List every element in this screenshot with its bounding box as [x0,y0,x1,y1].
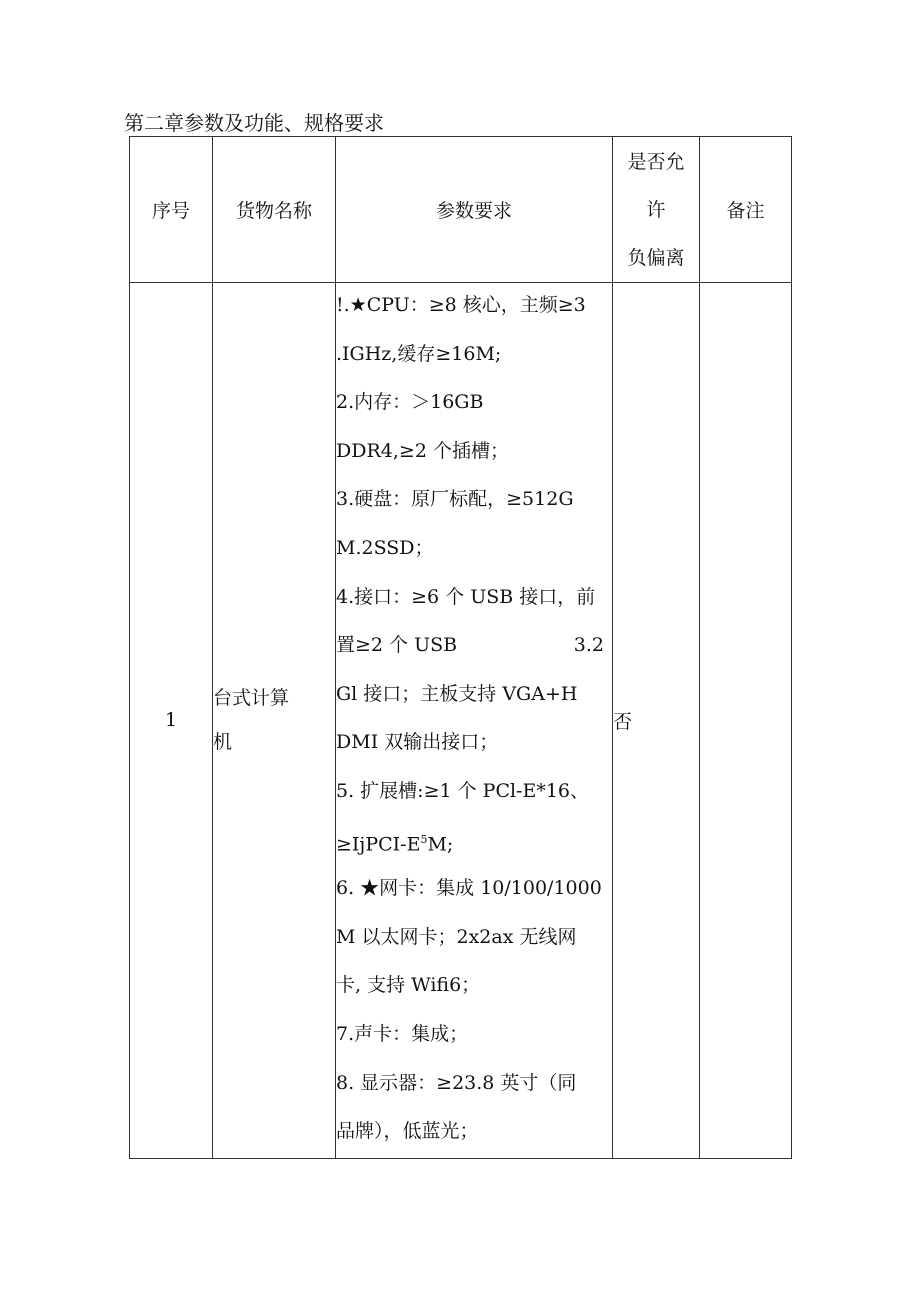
param-line: 6. ★网卡：集成 10/100/1000 [336,877,602,900]
param-line: 7.声卡：集成； [336,1022,469,1045]
param-line: 品牌），低蓝光； [336,1120,479,1143]
row-index: 1 [130,283,213,1159]
param-line: 3.硬盘：原厂标配，≥512G [336,488,574,511]
header-params: 参数要求 [336,137,613,283]
header-remark: 备注 [700,137,792,283]
header-allow-line: 许 [646,198,666,221]
param-line-left: 置≥2 个 USB [336,634,458,657]
param-line [336,818,612,867]
row-params [336,283,613,1159]
param-line: 2.内存：＞16GB [336,391,484,414]
header-allow-line: 负偏离 [627,246,685,269]
param-line: .IGHz,缓存≥16M; [336,342,502,365]
param-line: DMI 双输出接口； [336,731,499,754]
row-allow-deviation: 否 [613,283,700,1159]
section-heading: 第二章参数及功能、规格要求 [124,111,384,135]
goods-name-line: 机 [213,731,233,754]
param-line-main: ≥IjPCI-E [336,832,421,855]
param-line: 5. 扩展槽:≥1 个 PCl-E*16、 [336,779,590,802]
param-line: 4.接口：≥6 个 USB 接口，前 [336,585,596,608]
param-line: !.★CPU：≥8 核心，主频≥3 [336,294,586,316]
param-line: M 以太网卡；2x2ax 无线网 [336,925,577,948]
table-row [130,283,792,1159]
goods-name-line: 台式计算 [213,687,290,710]
param-line: M.2SSD； [336,536,434,559]
param-line [336,623,612,672]
row-remark [700,283,792,1159]
header-allow-deviation [613,137,700,283]
spec-table [129,136,792,1159]
row-goods-name [213,283,336,1159]
header-row [130,137,792,283]
header-allow-line: 是否允 [627,150,685,173]
param-line-tail: M; [427,832,454,855]
header-goods-name: 货物名称 [213,137,336,283]
param-line: Gl 接口；主板支持 VGA+H [336,682,578,705]
param-superscript: 5 [420,832,428,846]
param-line: DDR4,≥2 个插槽； [336,439,509,462]
param-line: 8. 显示器：≥23.8 英寸（同 [336,1071,577,1094]
header-index: 序号 [130,137,213,283]
param-line-right: 3.2 [573,634,604,657]
param-line: 卡, 支持 Wifi6； [336,974,481,997]
